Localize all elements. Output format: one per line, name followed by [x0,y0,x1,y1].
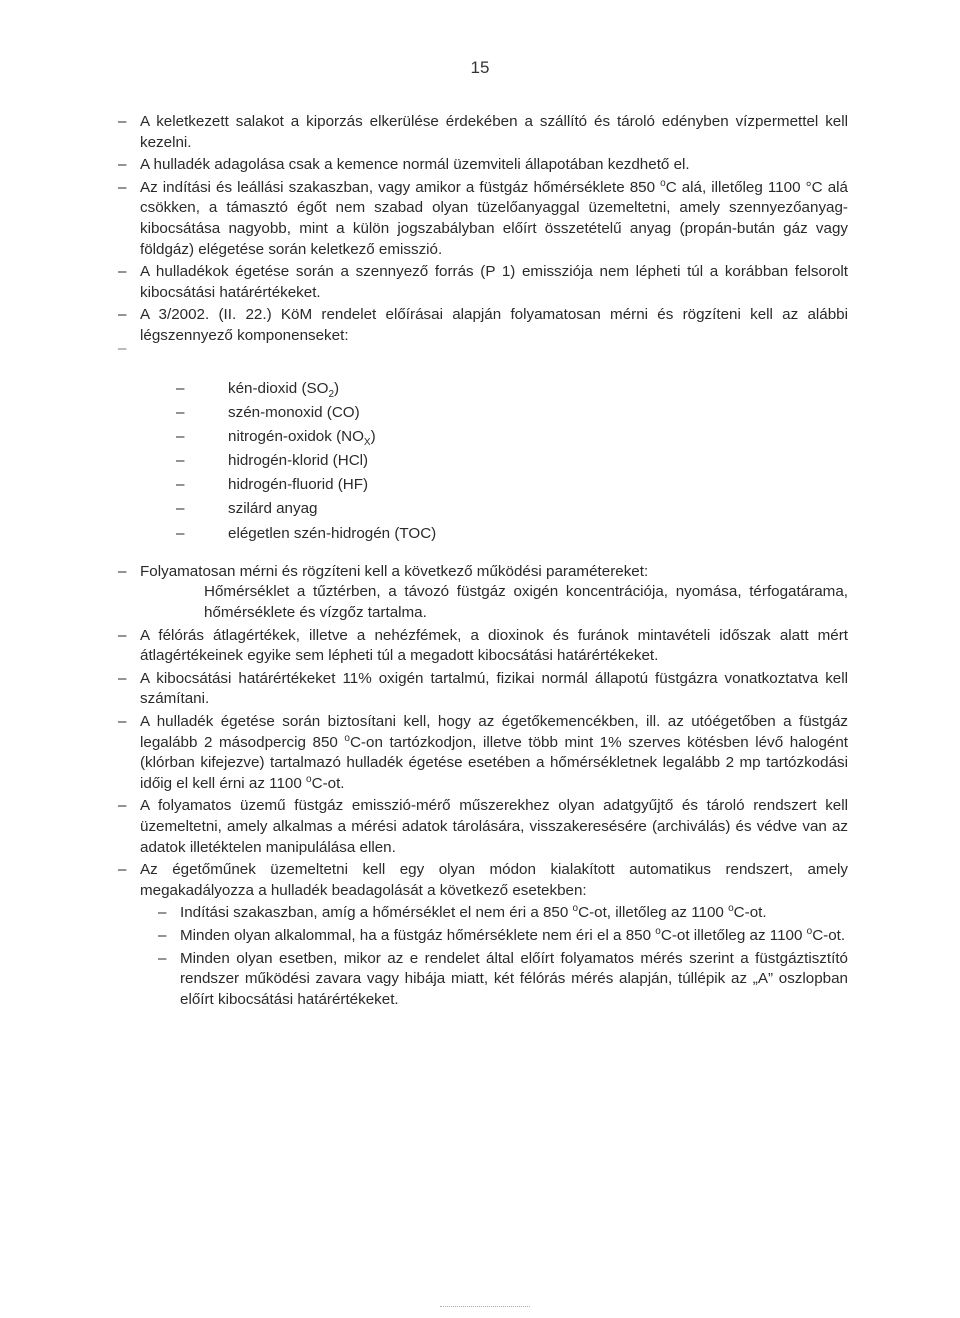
paragraph-slag [118,112,848,153]
list-item: – hidrogén-fluorid (HF) [176,476,369,494]
list-dash: – [118,306,127,324]
list-dash: – [118,113,127,130]
paragraph-text: A 3/2002. (II. 22.) KöM rendelet előírásai alapján folyamatosan mérni és rögzíteni kell az alábbi légszennyező komponenseket: [140,306,848,344]
paragraph-text: Folyamatosan mérni és rögzíteni kell a következő működési paramétereket: [140,562,649,580]
paragraph-text: A hulladék adagolása csak a kemence normál üzemviteli állapotában kezdhető el. [140,156,690,174]
pollutant-list [176,379,848,548]
list-dash: – [118,669,127,687]
paragraph-text: Hőmérséklet a tűztérben, a távozó füstgáz oxigén koncentrációja, nyomása, térfogatárama, hőmérséklete és vízgőz tartalma. [204,583,848,622]
paragraph-text: Az indítási és leállási szakaszban, vagy amikor a füstgáz hőmérséklete 850 $^o$C alá, illetőleg 1100 °C alá csökken, a támasztó égőt nem szabad olyan tüzelőanyaggal üzemeltetni, amely szennyezőanyag-kibocsátása nagyobb, mint a külön jogszabályban előírt összetételű anyag (propán-bután gáz vagy földgáz) elégetése során keletkező emisszió. [140,177,848,258]
list-dash: – [118,156,127,174]
paragraph-text: A kibocsátási határértékeket 11% oxigén tartalmú, fizikai normál állapotú füstgázra vonatkoztatva kell számítani. [140,669,848,708]
paragraph-emission-limit [118,262,848,303]
paragraph-text: A hulladék égetése során biztosítani kell, hogy az égetőkemencékben, ill. az utóégetőben a füstgáz legalább 2 másodpercig 850 $^o$C-on tartózkodjon, illetve több mint 1% szerves kötésben lévő halogént (klórban kifejezve) tartalmazó hulladék égetése esetében a hőmérsékletnek legalább 2 mp tartózkodási időig el kell érni az 1100 $^o$C-ot. [140,713,849,792]
list-dash: – [118,178,127,196]
list-dash: – [118,626,127,644]
paragraph-text: Az égetőműnek üzemeltetni kell egy olyan módon kialakított automatikus rendszert, amely megakadályozza a hulladék beadagolását a következő esetekben: [140,861,848,899]
list-dash: – [118,861,127,879]
document-body [118,112,848,1010]
list-item: – Minden olyan esetben, mikor az e rendelet által előírt folyamatos mérés szerint a füstgáztisztító rendszer működési zavara vagy hibája miatt, két félórás mérés alapján, túllépik az „A” oszlopban előírt kibocsátási határértékeket. [158,949,848,1008]
list-item: – Minden olyan alkalommal, ha a füstgáz hőmérséklete nem éri el a 850 $^o$C-ot illetőleg az 1100 $^o$C-ot. [158,925,846,944]
paragraph-text: A hulladékok égetése során a szennyező forrás (P 1) emissziója nem lépheti túl a korábban felsorolt kibocsátási határértékeket. [140,263,848,301]
paragraph-oxygen-reference [118,669,848,710]
paragraph-residence-time [118,712,848,794]
list-dash: – [118,713,127,730]
case-list [158,903,848,1010]
paragraph-text: A keletkezett salakot a kiporzás elkerülése érdekében a szállító és tároló edényben vízpermettel kell kezelni. [140,113,848,151]
list-item: – elégetlen szén-hidrogén (TOC) [176,524,437,542]
list-dash: – [118,562,127,580]
paragraph-operating-params [118,562,848,624]
list-item: – szén-monoxid (CO) [176,403,360,421]
paragraph-feeding [118,155,848,176]
list-dash: – [118,797,127,815]
paragraph-startup [118,178,848,260]
list-item: – hidrogén-klorid (HCl) [176,452,369,470]
paragraph-data-logging [118,796,848,858]
scan-artifact-line [440,1306,530,1307]
list-dash: – [118,263,127,281]
paragraph-averages [118,626,848,667]
list-item: – kén-dioxid $(SO_2)$ [176,379,340,400]
list-item: – szilárd anyag [176,500,318,518]
stray-mark: – [118,339,127,357]
list-item: – nitrogén-oxidok $(NO_X)$ [176,427,376,448]
paragraph-text: A félórás átlagértékek, illetve a nehézfémek, a dioxinok és furánok mintavételi időszak alatt mért átlagértékeinek egyike sem lépheti túl a megadott kibocsátási határértékeket. [140,626,848,665]
page-number: 15 [470,58,490,77]
list-item: – Indítási szakaszban, amíg a hőmérséklet el nem éri a 850 $^o$C-ot, illetőleg az 1100 $^o$C-ot. [158,903,767,922]
paragraph-regulation [118,305,848,346]
paragraph-automatic-system [118,860,848,1010]
paragraph-text: A folyamatos üzemű füstgáz emisszió-mérő műszerekhez olyan adatgyűjtő és tároló rendszert kell üzemeltetni, amely alkalmas a mérési adatok tárolására, visszakeresésére (archiválás) és védve van az adatok illetéktelen manipulálása ellen. [140,797,848,856]
